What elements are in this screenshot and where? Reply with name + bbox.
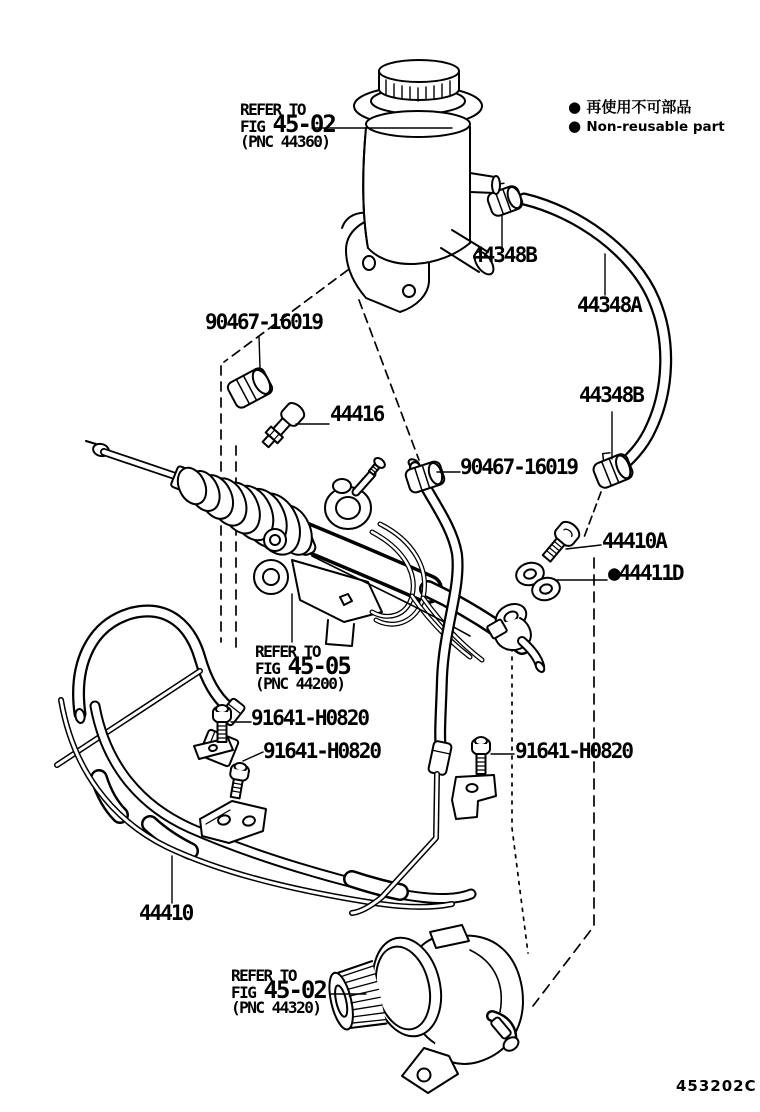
clamp-44411d (514, 560, 563, 603)
part-label-91641-left-upper: 91641-H0820 (251, 706, 369, 730)
ref-pump-callout: REFER TO FIG 45-02 (PNC 44320) (231, 966, 326, 1017)
part-label-44410a: 44410A (602, 529, 666, 553)
part-label-90467-upper: 90467-16019 (205, 310, 323, 334)
part-label-91641-right: 91641-H0820 (515, 739, 633, 763)
flange-bolt-91641-left-lower (226, 762, 250, 800)
tube-clamp-90467-upper (226, 366, 274, 410)
part-label-44411d: ●44411D (608, 561, 683, 585)
union-bolt-44416 (258, 400, 307, 451)
legend-bullet-icon: ● (568, 98, 582, 116)
flange-bolt-91641-right (472, 737, 490, 774)
ref-gear-callout: REFER TO FIG 45-05 (PNC 44200) (255, 642, 350, 693)
legend-bullet-icon: ● (568, 117, 582, 135)
banjo-fitting (487, 599, 546, 674)
part-label-44348a: 44348A (577, 293, 641, 317)
ref-reservoir-callout: REFER TO FIG 45-02 (PNC 44360) (240, 100, 335, 151)
return-hose (352, 457, 458, 913)
part-label-44348b-lower: 44348B (579, 383, 643, 407)
non-reusable-legend (568, 98, 725, 137)
non-reusable-bullet-icon: ● (608, 561, 619, 585)
part-label-44348b-upper: 44348B (472, 243, 536, 267)
part-label-44410: 44410 (139, 901, 193, 925)
hose-clamp-44348b-upper (483, 178, 524, 218)
figure-code: 453202C (676, 1077, 757, 1095)
part-label-90467-mid: 90467-16019 (460, 455, 578, 479)
part-label-91641-left-lower: 91641-H0820 (263, 739, 381, 763)
power-steering-pump (324, 925, 523, 1093)
fluid-reservoir (342, 60, 500, 312)
refer-to-text: REFER TO (240, 100, 306, 119)
legend-en-text: Non-reusable part (586, 119, 725, 135)
legend-jp-text: 再使用不可部品 (586, 98, 692, 116)
part-label-44416: 44416 (330, 402, 384, 426)
bolt-44410a (538, 518, 582, 565)
suction-hose-44348a (524, 199, 666, 470)
